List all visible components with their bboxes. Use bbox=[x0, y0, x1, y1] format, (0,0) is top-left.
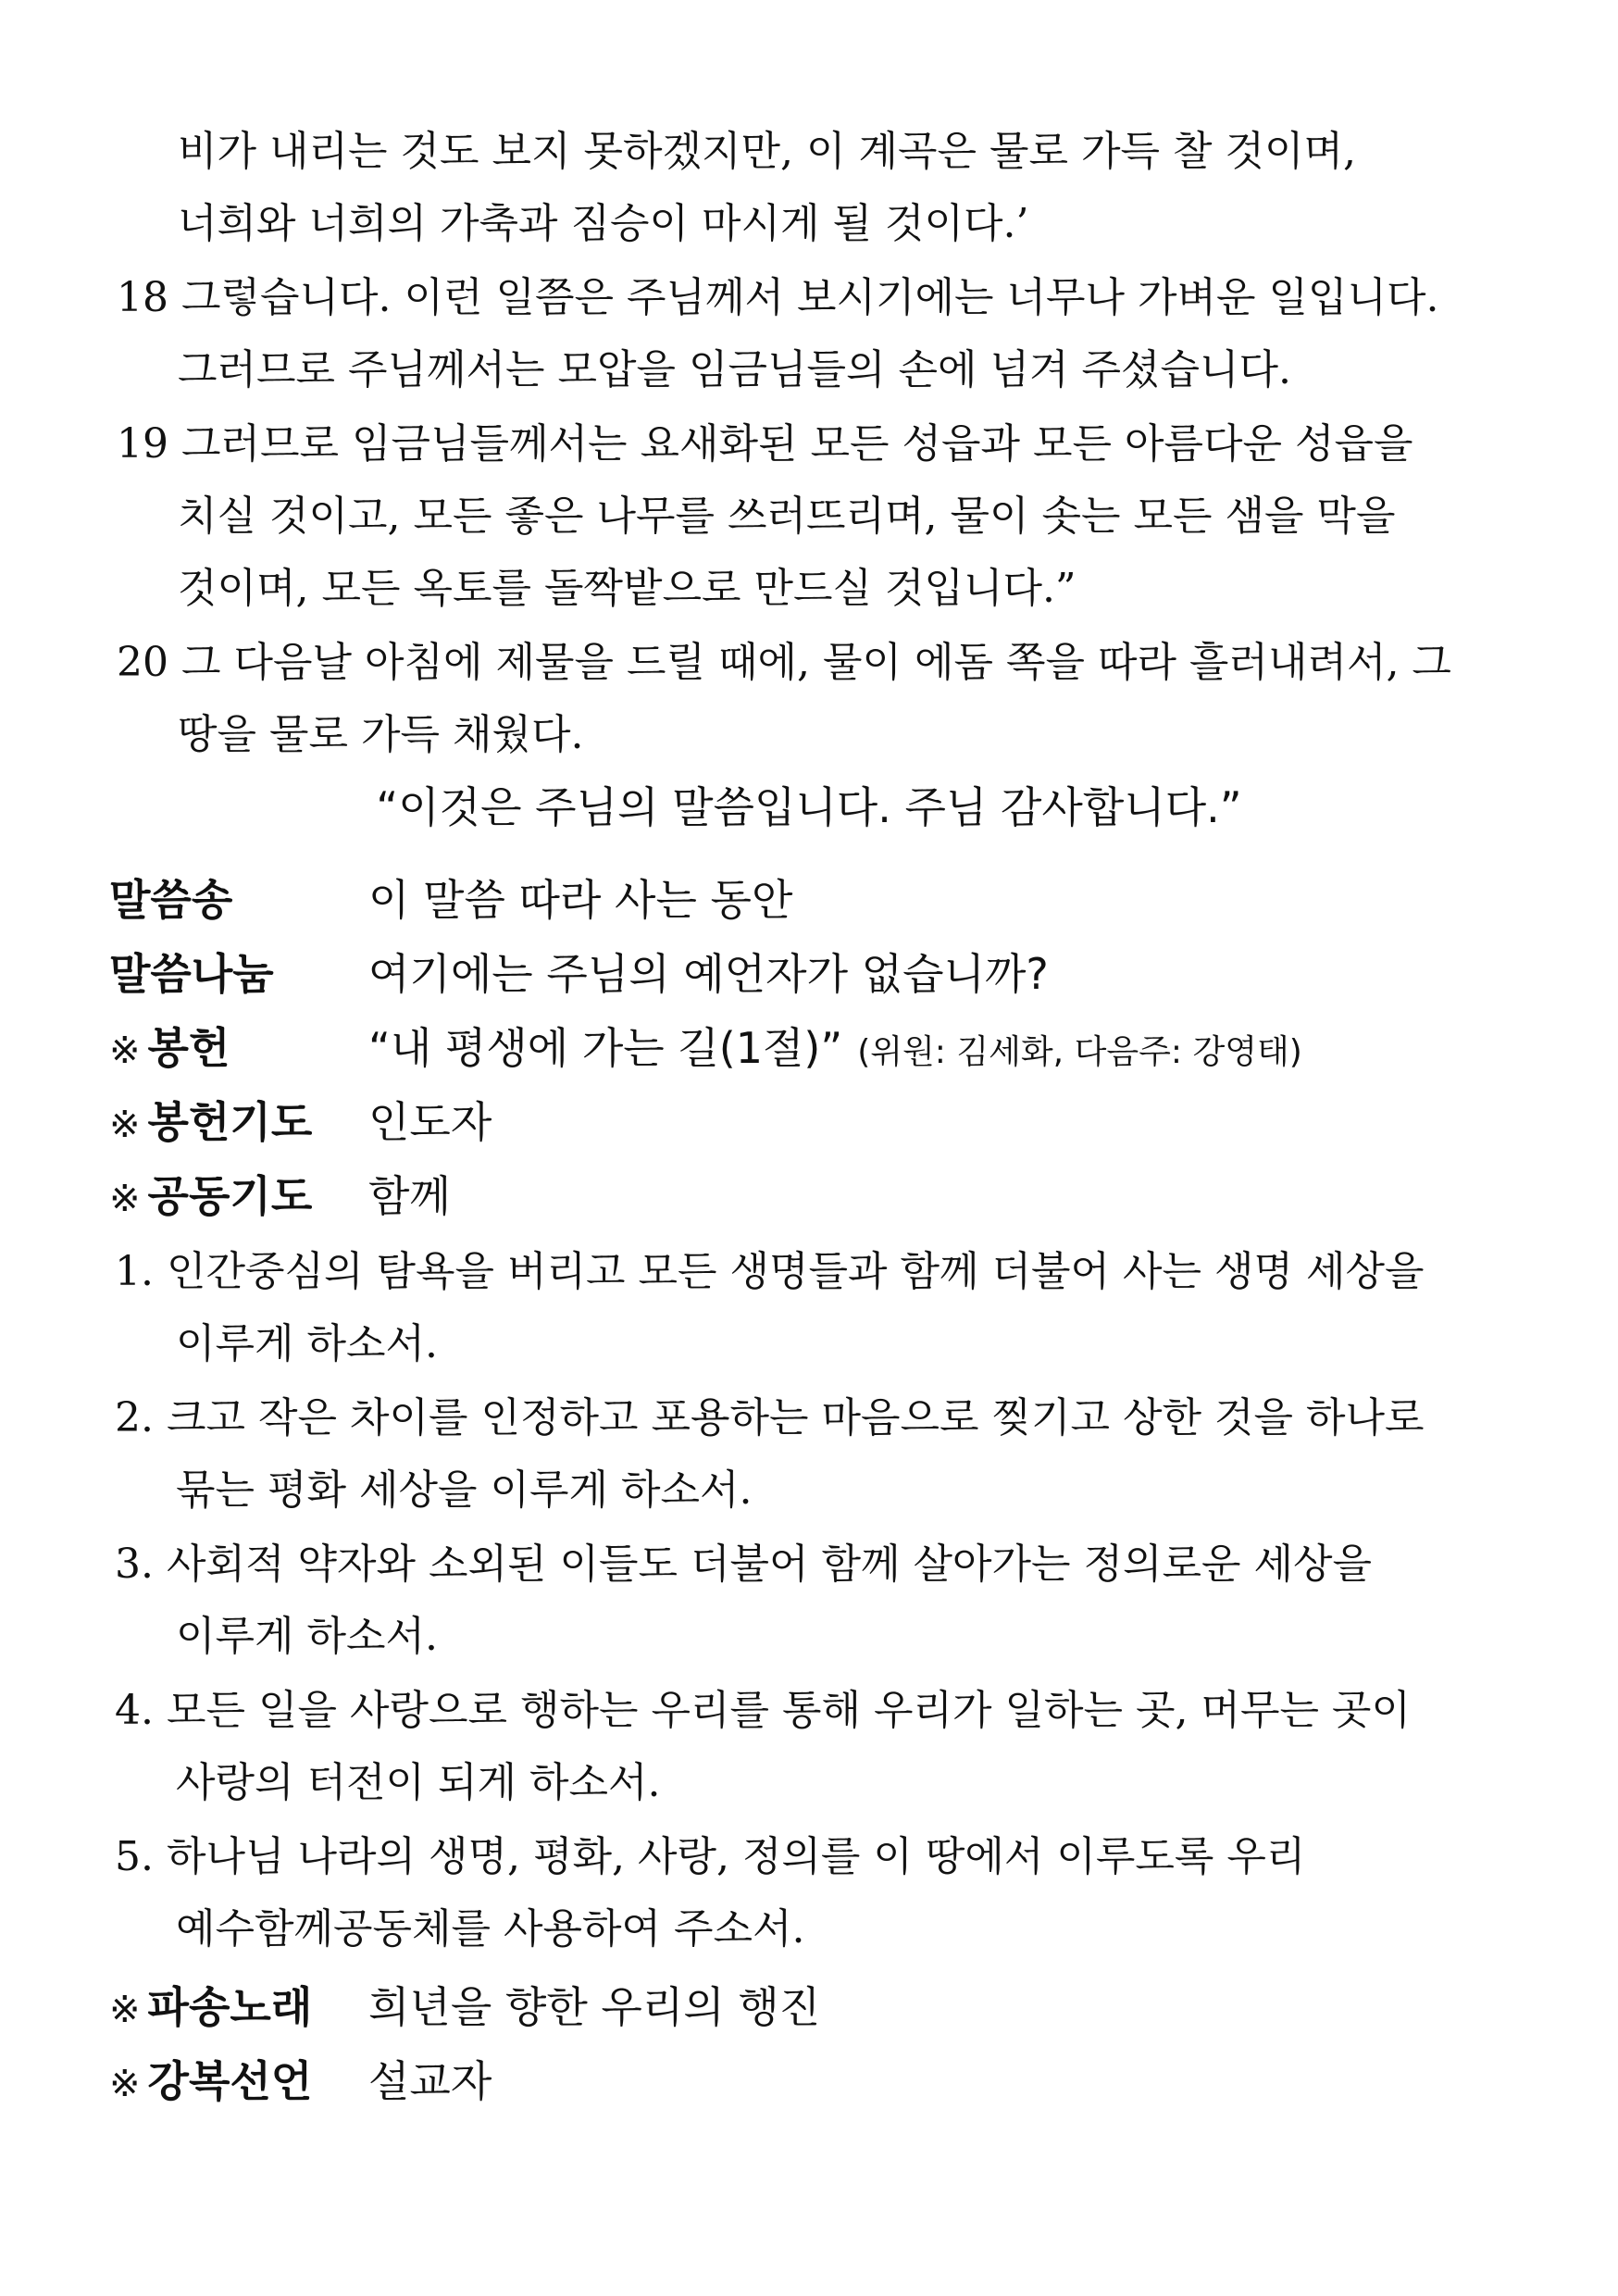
verse-20-line-1 bbox=[117, 635, 1451, 691]
reference-mark: ※ bbox=[109, 1178, 141, 1220]
offering-value-group bbox=[368, 1018, 1302, 1082]
benediction-label: 강복선언 bbox=[147, 2056, 313, 2106]
verse-18-number: 18 bbox=[117, 274, 168, 321]
verse-18-line-2: 그러므로 주님께서는 모압을 임금님들의 손에 넘겨 주셨습니다. bbox=[178, 346, 1292, 393]
offering-hymn-title: “내 평생에 가는 길(1절)” bbox=[368, 1023, 843, 1073]
prayer-item-3-line-1 bbox=[115, 1537, 1372, 1592]
verse-19-line-3: 것이며, 모든 옥토를 돌짝밭으로 만드실 것입니다.” bbox=[178, 565, 1077, 612]
hymn-label: 말씀송 bbox=[109, 875, 233, 925]
order-row-common-prayer bbox=[109, 1167, 451, 1229]
prayer-number: 4. bbox=[115, 1687, 154, 1734]
verse-17-continuation-line-1: 비가 내리는 것도 보지 못하겠지만, 이 계곡은 물로 가득 찰 것이며, bbox=[178, 128, 1356, 175]
prayer-number: 3. bbox=[115, 1541, 154, 1588]
prayer-item-5-line-2: 예수함께공동체를 사용하여 주소서. bbox=[176, 1905, 805, 1953]
verse-17-continuation-line-2: 너희와 너희의 가축과 짐승이 마시게 될 것이다.’ bbox=[178, 200, 1029, 247]
prayer-text: 사회적 약자와 소외된 이들도 더불어 함께 살아가는 정의로운 세상을 bbox=[166, 1541, 1372, 1588]
offering-label: 봉헌 bbox=[147, 1023, 230, 1073]
prayer-item-1-line-1 bbox=[115, 1244, 1424, 1300]
hymn-value: 이 말씀 따라 사는 동안 bbox=[368, 875, 793, 925]
sending-song-label: 파송노래 bbox=[147, 1982, 313, 2032]
prayer-text: 크고 작은 차이를 인정하고 포용하는 마음으로 찢기고 상한 것을 하나로 bbox=[166, 1394, 1425, 1441]
prayer-text: 하나님 나라의 생명, 평화, 사랑, 정의를 이 땅에서 이루도록 우리 bbox=[166, 1833, 1306, 1880]
reference-mark: ※ bbox=[109, 2063, 141, 2105]
order-row-offering bbox=[109, 1018, 1302, 1080]
common-prayer-value: 함께 bbox=[368, 1171, 451, 1221]
order-row-sending-song bbox=[109, 1978, 821, 2040]
prayer-item-4-line-1 bbox=[115, 1683, 1411, 1739]
prayer-number: 2. bbox=[115, 1394, 154, 1441]
sharing-value: 여기에는 주님의 예언자가 없습니까? bbox=[368, 949, 1049, 999]
sharing-label: 말씀나눔 bbox=[109, 949, 274, 999]
common-prayer-label: 공동기도 bbox=[147, 1171, 313, 1221]
scripture-doxology: “이것은 주님의 말씀입니다. 주님 감사합니다.” bbox=[376, 782, 1242, 832]
offering-prayer-label: 봉헌기도 bbox=[147, 1097, 313, 1147]
prayer-item-2-line-2: 묶는 평화 세상을 이루게 하소서. bbox=[176, 1466, 753, 1514]
verse-20-number: 20 bbox=[117, 639, 168, 686]
verse-19-text: 그러므로 임금님들께서는 요새화된 모든 성읍과 모든 아름다운 성읍을 bbox=[181, 420, 1413, 468]
prayer-item-2-line-1 bbox=[115, 1391, 1424, 1446]
reference-mark: ※ bbox=[109, 1104, 141, 1146]
offering-note: (위원: 김세화, 다음주: 강영태) bbox=[857, 1033, 1302, 1071]
verse-20-line-2: 땅을 물로 가득 채웠다. bbox=[178, 711, 584, 758]
prayer-text: 인간중심의 탐욕을 버리고 모든 생명들과 함께 더불어 사는 생명 세상을 bbox=[166, 1248, 1425, 1295]
verse-18-text: 그렇습니다. 이런 일쯤은 주님께서 보시기에는 너무나 가벼운 일입니다. bbox=[181, 274, 1439, 321]
reference-mark: ※ bbox=[109, 1989, 141, 2031]
prayer-item-5-line-1 bbox=[115, 1829, 1305, 1885]
order-row-benediction bbox=[109, 2052, 492, 2114]
prayer-number: 5. bbox=[115, 1833, 154, 1880]
verse-20-text: 그 다음날 아침에 제물을 드릴 때에, 물이 에돔 쪽을 따라 흘러내려서, 그 bbox=[181, 639, 1451, 686]
order-row-offering-prayer bbox=[109, 1092, 492, 1154]
prayer-item-4-line-2: 사랑의 터전이 되게 하소서. bbox=[176, 1759, 661, 1806]
order-row-sharing bbox=[109, 944, 1049, 1004]
prayer-text: 모든 일을 사랑으로 행하는 우리를 통해 우리가 일하는 곳, 머무는 곳이 bbox=[166, 1687, 1411, 1734]
offering-prayer-value: 인도자 bbox=[368, 1097, 492, 1147]
prayer-item-3-line-2: 이루게 하소서. bbox=[176, 1613, 438, 1660]
reference-mark: ※ bbox=[109, 1029, 141, 1072]
sending-song-value: 희년을 향한 우리의 행진 bbox=[368, 1982, 821, 2032]
verse-19-line-2: 치실 것이고, 모든 좋은 나무를 쓰러뜨리며, 물이 솟는 모든 샘을 막을 bbox=[178, 493, 1396, 540]
prayer-number: 1. bbox=[115, 1248, 154, 1295]
order-row-hymn bbox=[109, 870, 793, 930]
verse-19-line-1 bbox=[117, 417, 1413, 472]
prayer-item-1-line-2: 이루게 하소서. bbox=[176, 1320, 438, 1367]
verse-18-line-1 bbox=[117, 270, 1439, 326]
benediction-value: 설교자 bbox=[368, 2056, 492, 2106]
verse-19-number: 19 bbox=[117, 420, 168, 468]
